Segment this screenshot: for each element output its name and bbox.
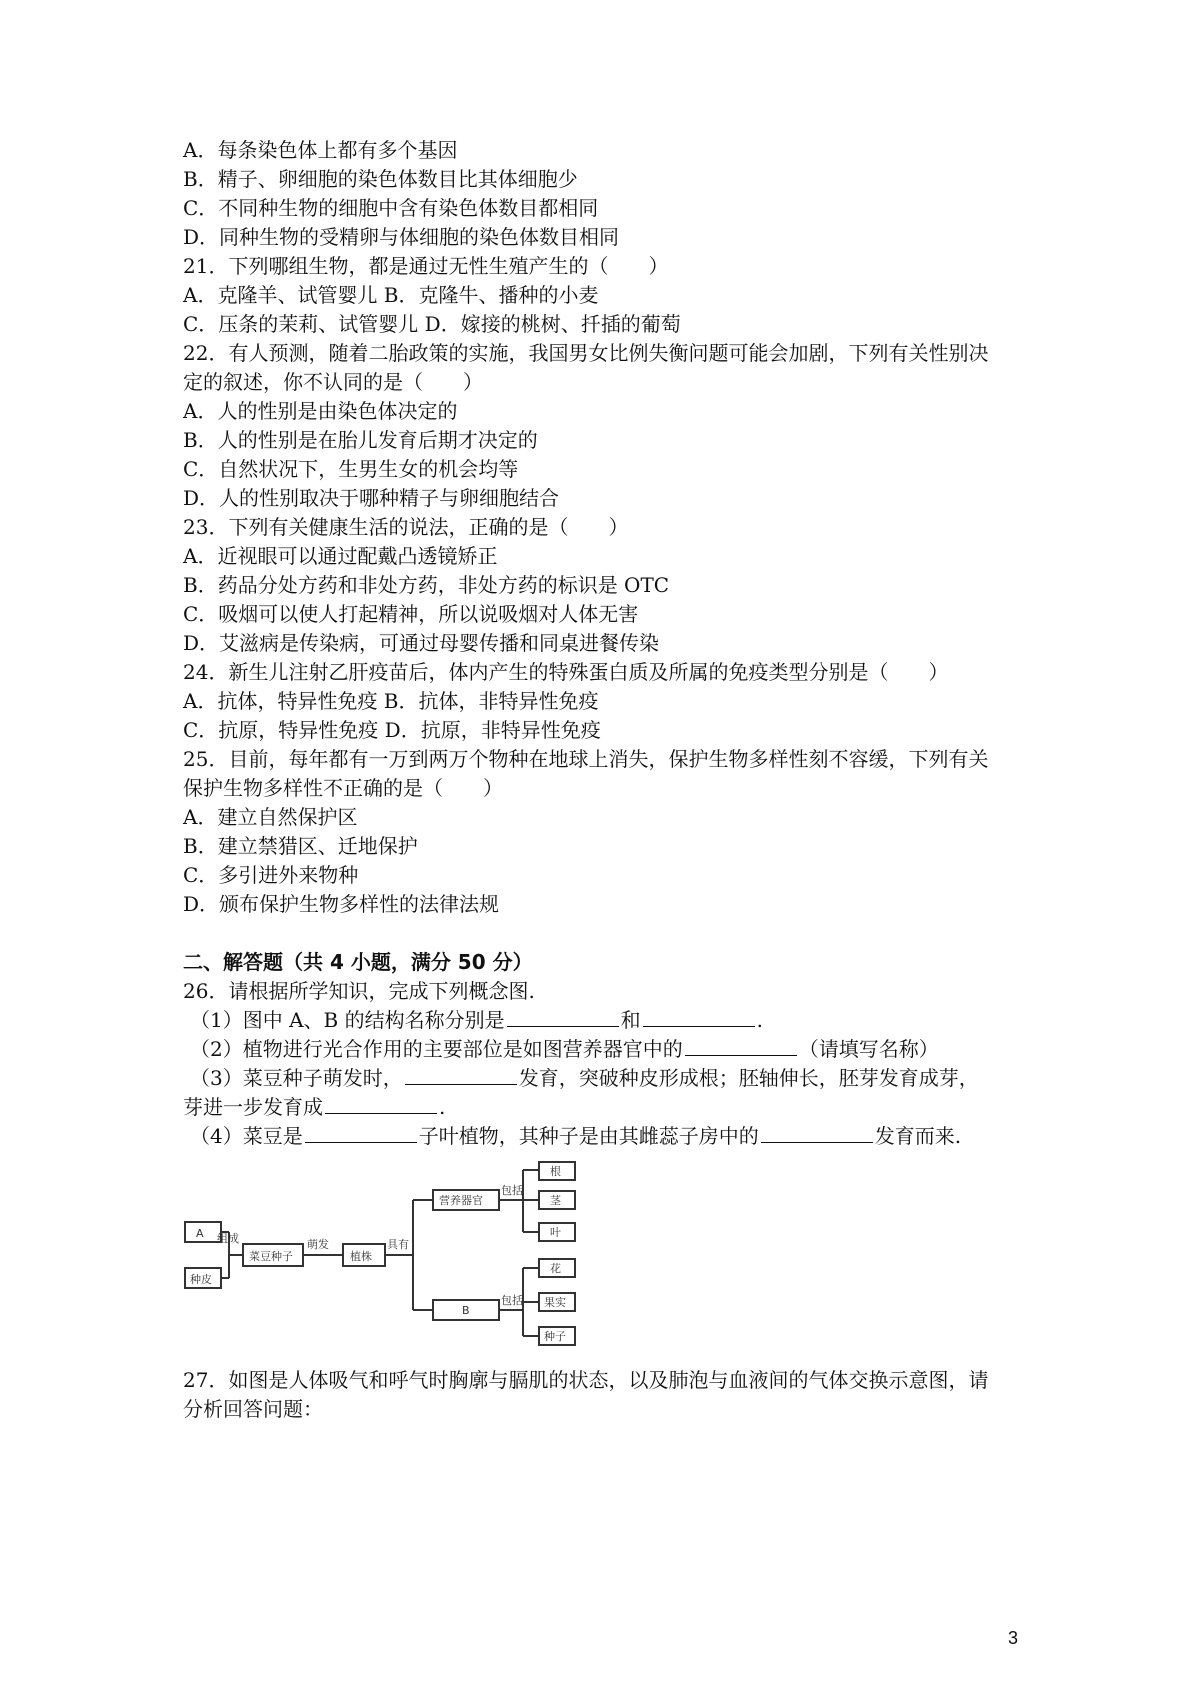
q23-option-d: D．艾滋病是传染病，可通过母婴传播和同桌进餐传染: [183, 631, 660, 655]
q27-stem-line2: 分析回答问题：: [183, 1397, 323, 1421]
concept-map-diagram: [183, 1160, 643, 1350]
q26-part3-text-a: （3）菜豆种子萌发时，: [190, 1066, 403, 1090]
answer-blank-b[interactable]: [643, 1006, 755, 1027]
q20-option-c: C．不同种生物的细胞中含有染色体数目都相同: [183, 196, 599, 220]
q26-part4-text-c: 发育而来.: [874, 1124, 962, 1148]
q27-stem-line1: 27．如图是人体吸气和呼气时胸廓与膈肌的状态，以及肺泡与血液间的气体交换示意图，请: [183, 1368, 989, 1392]
q25-option-b: B．建立禁猎区、迁地保护: [183, 834, 418, 858]
q26-part1: [190, 1006, 763, 1034]
q26-part3-line2: [183, 1093, 445, 1121]
q25-option-d: D．颁布保护生物多样性的法律法规: [183, 892, 500, 916]
section-2-heading: 二、解答题（共 4 小题，满分 50 分）: [183, 950, 533, 974]
answer-blank-photosynthesis[interactable]: [685, 1035, 797, 1056]
q26-stem: 26．请根据所学知识，完成下列概念图.: [183, 979, 535, 1003]
q22-option-b: B．人的性别是在胎儿发育后期才决定的: [183, 428, 538, 452]
q23-option-b: B．药品分处方药和非处方药，非处方药的标识是 OTC: [183, 573, 670, 597]
label-flower: 花: [550, 1262, 561, 1275]
q22-option-c: C．自然状况下，生男生女的机会均等: [183, 457, 519, 481]
label-include-1: 包括: [501, 1184, 523, 1197]
q26-part4: [190, 1122, 961, 1150]
answer-blank-shoot[interactable]: [325, 1093, 437, 1114]
q26-part1-text-c: .: [756, 1008, 763, 1032]
q26-part2-text-b: （请填写名称）: [798, 1037, 939, 1061]
q21-options-ab: A．克隆羊、试管婴儿 B．克隆牛、播种的小麦: [183, 283, 599, 307]
q26-part1-text-b: 和: [620, 1008, 641, 1032]
q23-option-c: C．吸烟可以使人打起精神，所以说吸烟对人体无害: [183, 602, 639, 626]
answer-blank-ovule[interactable]: [761, 1122, 873, 1143]
q20-option-a: A．每条染色体上都有多个基因: [183, 138, 458, 162]
page-number: 3: [1008, 1628, 1019, 1648]
label-seed-coat: 种皮: [190, 1273, 212, 1286]
label-bean-seed: 菜豆种子: [249, 1250, 293, 1263]
q25-option-a: A．建立自然保护区: [183, 805, 358, 829]
q26-part1-text-a: （1）图中 A、B 的结构名称分别是: [190, 1008, 505, 1032]
q21-options-cd: C．压条的茉莉、试管婴儿 D．嫁接的桃树、扦插的葡萄: [183, 312, 681, 336]
q26-part3-text-b: 发育，突破种皮形成根；胚轴伸长，胚芽发育成芽，: [518, 1066, 979, 1090]
q21-stem: 21．下列哪组生物，都是通过无性生殖产生的（ ）: [183, 254, 669, 278]
q24-options-cd: C．抗原，特异性免疫 D．抗原，非特异性免疫: [183, 718, 601, 742]
q25-stem-line1: 25．目前，每年都有一万到两万个物种在地球上消失，保护生物多样性刻不容缓，下列有关: [183, 747, 989, 771]
label-root: 根: [550, 1165, 561, 1178]
label-vegetative-organ: 营养器官: [439, 1194, 483, 1207]
label-a: A: [196, 1227, 204, 1240]
q26-part2: [190, 1035, 939, 1063]
label-b: B: [462, 1304, 470, 1317]
q26-part4-text-a: （4）菜豆是: [190, 1124, 303, 1148]
label-seed: 种子: [544, 1330, 566, 1343]
answer-blank-cotyledon[interactable]: [305, 1122, 417, 1143]
label-plant: 植株: [350, 1250, 372, 1263]
q23-option-a: A．近视眼可以通过配戴凸透镜矫正: [183, 544, 498, 568]
q24-stem: 24．新生儿注射乙肝疫苗后，体内产生的特殊蛋白质及所属的免疫类型分别是（ ）: [183, 660, 949, 684]
q26-part3-text-d: .: [439, 1095, 446, 1119]
label-fruit: 果实: [544, 1296, 566, 1309]
label-have: 具有: [387, 1238, 409, 1251]
label-germinate: 萌发: [307, 1238, 329, 1251]
q24-options-ab: A．抗体，特异性免疫 B．抗体，非特异性免疫: [183, 689, 599, 713]
label-compose: 组成: [217, 1232, 239, 1245]
q22-option-d: D．人的性别取决于哪种精子与卵细胞结合: [183, 486, 560, 510]
answer-blank-radicle[interactable]: [405, 1064, 517, 1085]
q25-option-c: C．多引进外来物种: [183, 863, 359, 887]
q26-part3-text-c: 芽进一步发育成: [183, 1095, 323, 1119]
q22-stem-line1: 22．有人预测，随着二胎政策的实施，我国男女比例失衡问题可能会加剧，下列有关性别决: [183, 341, 989, 365]
label-stem: 茎: [550, 1194, 561, 1207]
q23-stem: 23．下列有关健康生活的说法，正确的是（ ）: [183, 515, 629, 539]
q20-option-d: D．同种生物的受精卵与体细胞的染色体数目相同: [183, 225, 620, 249]
q25-stem-line2: 保护生物多样性不正确的是（ ）: [183, 776, 503, 800]
q22-stem-line2: 定的叙述，你不认同的是（ ）: [183, 370, 483, 394]
label-include-2: 包括: [501, 1294, 523, 1307]
q26-part2-text-a: （2）植物进行光合作用的主要部位是如图营养器官中的: [190, 1037, 683, 1061]
label-leaf: 叶: [550, 1226, 561, 1239]
q26-part3-line1: [190, 1064, 979, 1092]
answer-blank-a[interactable]: [507, 1006, 619, 1027]
q20-option-b: B．精子、卵细胞的染色体数目比其体细胞少: [183, 167, 578, 191]
q22-option-a: A．人的性别是由染色体决定的: [183, 399, 458, 423]
q26-part4-text-b: 子叶植物，其种子是由其雌蕊子房中的: [418, 1124, 759, 1148]
